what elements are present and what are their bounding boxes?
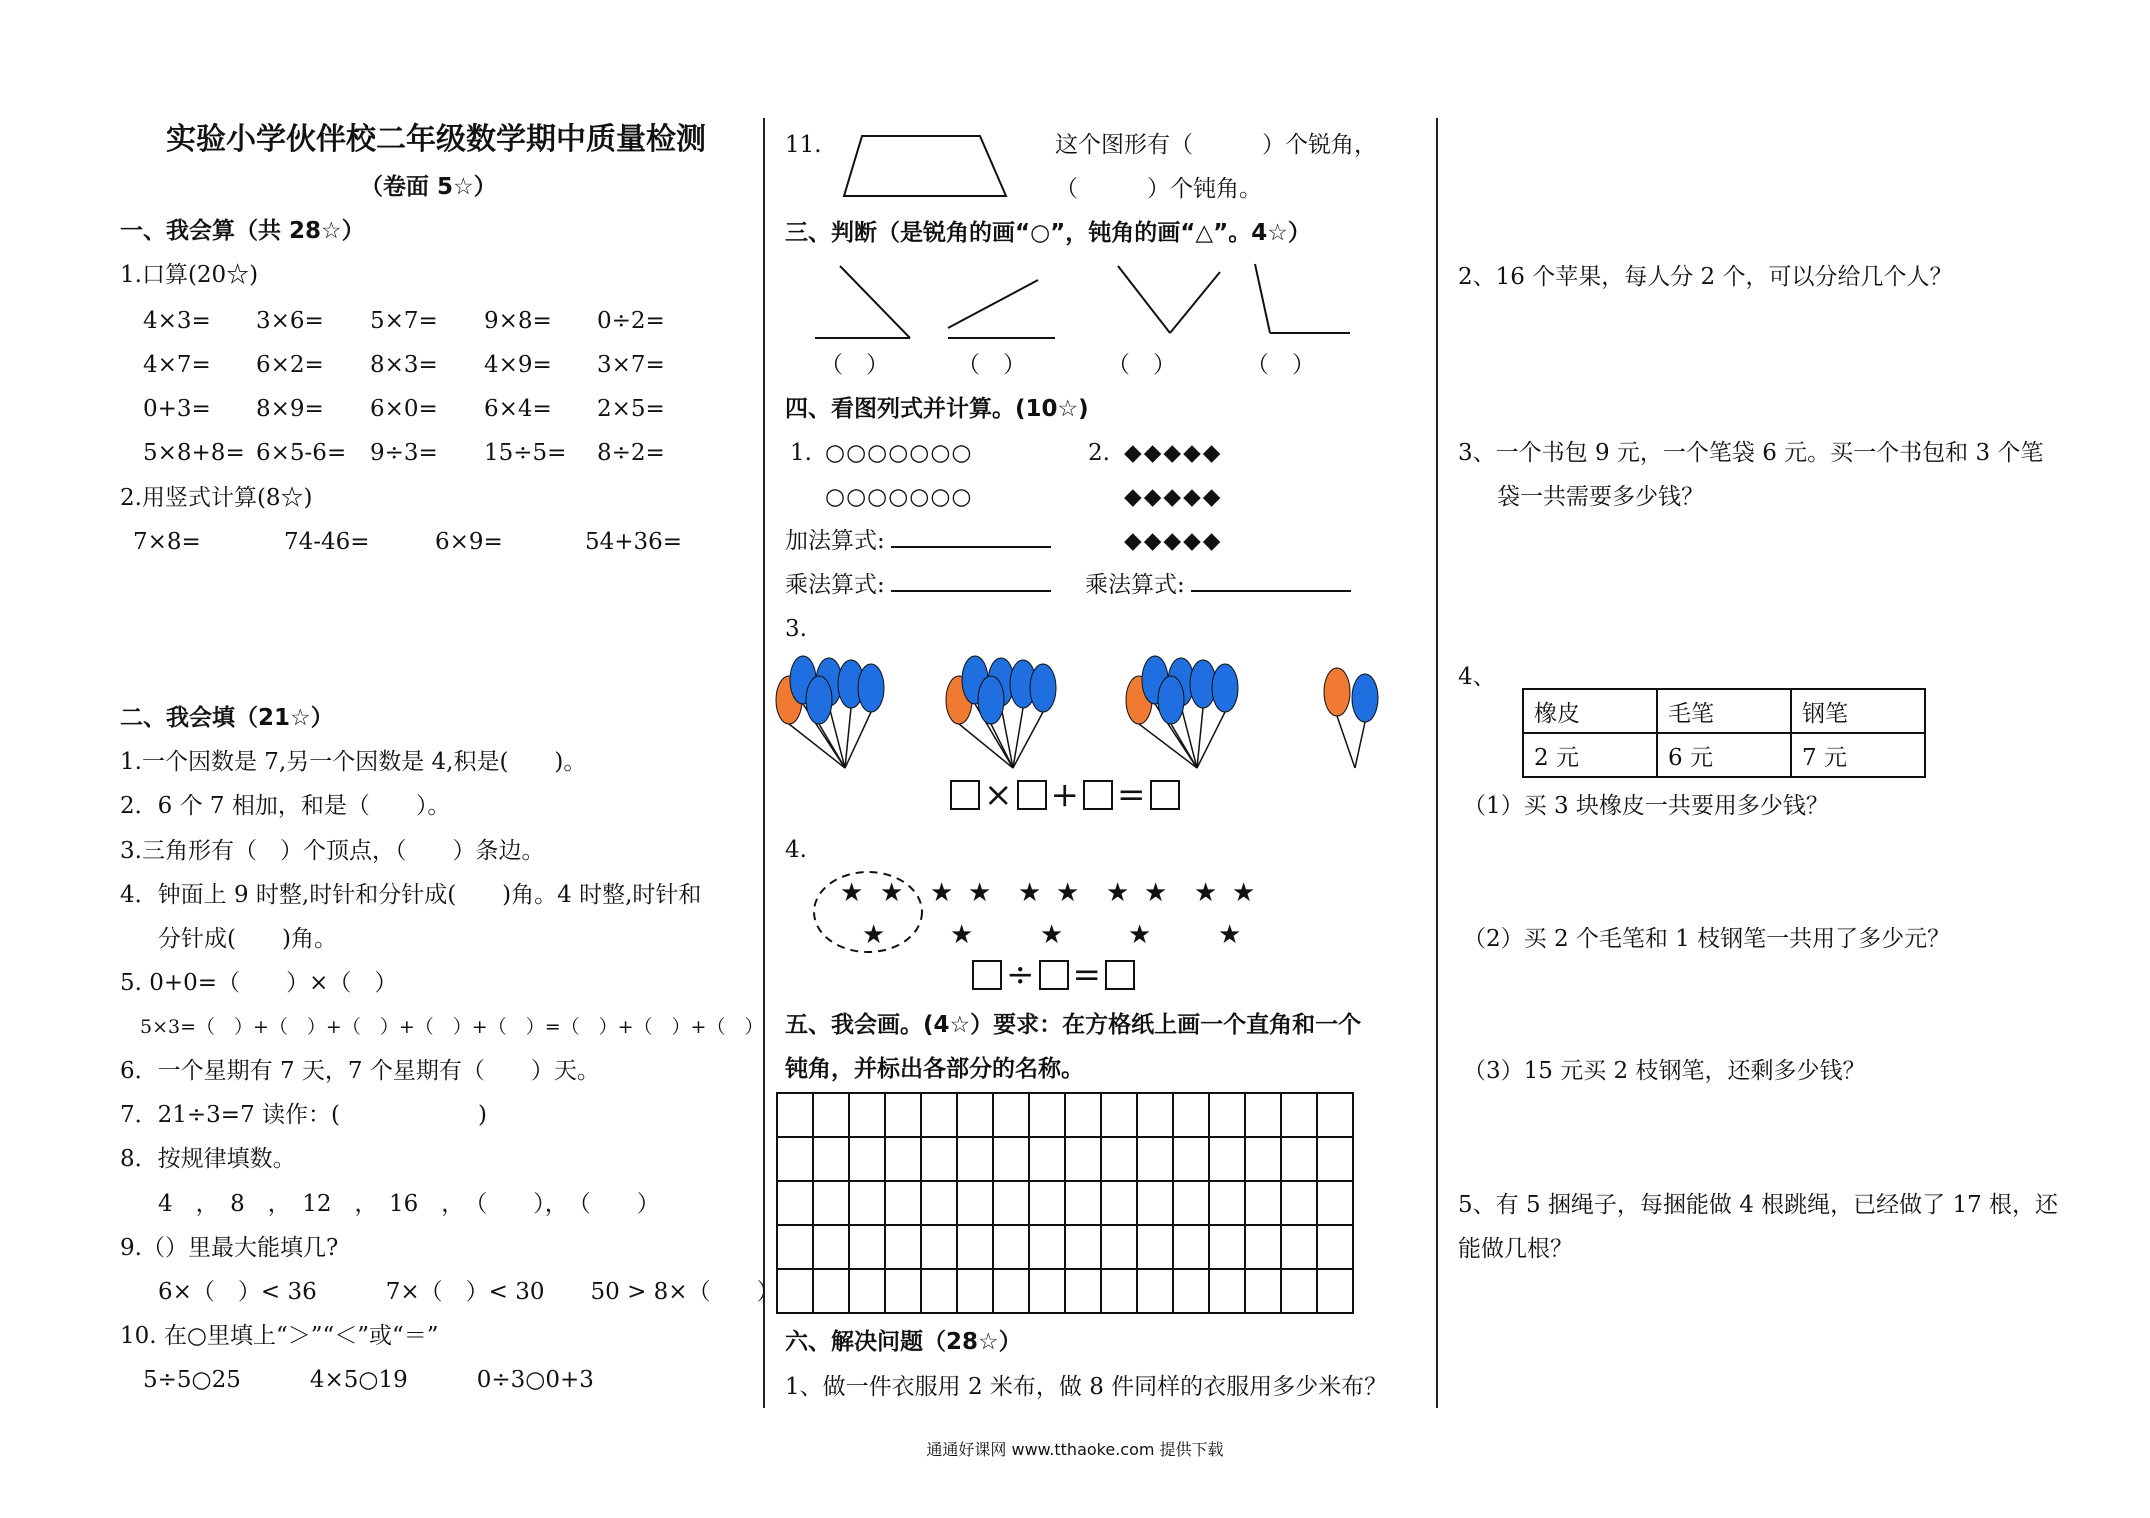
fill-item: 6×（ ）< 36 7×（ ）< 30 50 > 8×（ ）	[158, 1279, 780, 1305]
balloon	[1212, 664, 1238, 712]
answer-box[interactable]	[972, 960, 1002, 990]
grid-cell	[1174, 1226, 1210, 1270]
grid-cell	[814, 1182, 850, 1226]
vertical-item: 74-46=	[284, 529, 370, 555]
answer-line	[891, 526, 1051, 548]
grid-cell	[778, 1094, 814, 1138]
grid-cell	[922, 1094, 958, 1138]
q4-number: 4.	[785, 837, 807, 863]
oral-calc-item: 0÷2=	[597, 308, 665, 334]
equals-sign: =	[1072, 955, 1101, 995]
balloon-string	[959, 724, 1013, 768]
grid-cell	[1138, 1094, 1174, 1138]
q3-equation	[950, 775, 1180, 815]
grid-cell	[1102, 1182, 1138, 1226]
q11-number: 11.	[785, 132, 822, 158]
oral-calc-item: 5×7=	[370, 308, 438, 334]
grid-cell	[1282, 1094, 1318, 1138]
fill-item: 10. 在○里填上“＞”“＜”或“＝”	[120, 1323, 439, 1349]
grid-cell	[778, 1138, 814, 1182]
q2-number: 2.	[1088, 440, 1110, 466]
grid-cell	[814, 1226, 850, 1270]
grid-cell	[1138, 1138, 1174, 1182]
grid-cell	[1066, 1138, 1102, 1182]
q1-number: 1.	[790, 440, 812, 466]
oral-calc-item: 9÷3=	[370, 440, 438, 466]
fill-item: 分针成( )角。	[158, 926, 337, 952]
balloon-string	[1337, 716, 1355, 768]
grid-cell	[1282, 1138, 1318, 1182]
circles-row: ○○○○○○○	[825, 440, 973, 466]
star-icon: ★	[880, 878, 904, 908]
page-title: 实验小学伙伴校二年级数学期中质量检测	[166, 122, 706, 157]
judge-paren: （ ）	[957, 352, 1026, 378]
oral-calc-item: 4×9=	[484, 352, 552, 378]
balloon	[978, 676, 1004, 724]
star-icon: ★	[968, 878, 992, 908]
grid-cell	[850, 1094, 886, 1138]
grid-cell	[814, 1138, 850, 1182]
problem-4-q1: （1）买 3 块橡皮一共要用多少钱？	[1463, 793, 1829, 819]
grid-cell	[1066, 1270, 1102, 1314]
grid-cell	[1102, 1094, 1138, 1138]
grid-cell	[1318, 1138, 1354, 1182]
balloon-string	[789, 724, 845, 768]
table-cell: 6 元	[1657, 733, 1791, 777]
grid-cell	[1102, 1138, 1138, 1182]
grid-cell	[1174, 1138, 1210, 1182]
judge-paren: （ ）	[820, 352, 889, 378]
grid-cell	[778, 1270, 814, 1314]
fill-item: 9.（）里最大能填几?	[120, 1235, 339, 1261]
grid-cell	[922, 1226, 958, 1270]
grid-cell	[994, 1094, 1030, 1138]
star-icon: ★	[1218, 920, 1242, 950]
table-cell: 2 元	[1523, 733, 1657, 777]
section-6-heading: 六、解决问题（28☆）	[785, 1329, 1022, 1355]
problem-4-q3: （3）15 元买 2 枝钢笔，还剩多少钱？	[1463, 1058, 1866, 1084]
problem-1: 1、做一件衣服用 2 米布，做 8 件同样的衣服用多少米布？	[785, 1374, 1388, 1400]
footer-source: 通通好课网 www.tthaoke.com 提供下载	[926, 1440, 1224, 1459]
grid-cell	[1246, 1226, 1282, 1270]
section-5-heading: 五、我会画。(4☆）要求：在方格纸上画一个直角和一个	[785, 1012, 1362, 1038]
grid-cell	[1246, 1182, 1282, 1226]
oral-calc-item: 8×9=	[256, 396, 324, 422]
grid-cell	[1102, 1226, 1138, 1270]
grid-cell	[850, 1226, 886, 1270]
grid-cell	[1030, 1226, 1066, 1270]
oral-calc-item: 3×6=	[256, 308, 324, 334]
grid-cell	[958, 1182, 994, 1226]
grid-cell	[850, 1182, 886, 1226]
grid-cell	[1318, 1182, 1354, 1226]
fill-item: 8．按规律填数。	[120, 1146, 296, 1172]
divide-sign: ÷	[1006, 955, 1035, 995]
grid-cell	[958, 1226, 994, 1270]
balloon	[806, 676, 832, 724]
oral-calc-item: 9×8=	[484, 308, 552, 334]
balloon-string	[1181, 706, 1197, 768]
oral-calc-item: 0+3=	[143, 396, 211, 422]
balloon	[1030, 664, 1056, 712]
balloon	[1324, 668, 1350, 716]
grid-cell	[958, 1270, 994, 1314]
star-icon: ★	[1106, 878, 1130, 908]
page-subtitle: （卷面 5☆）	[360, 174, 497, 200]
mul-formula-label	[785, 570, 1051, 600]
grid-cell	[1246, 1138, 1282, 1182]
fill-item: 6．一个星期有 7 天，7 个星期有（ ）天。	[120, 1058, 600, 1084]
angle-figures	[800, 258, 1360, 348]
grid-cell	[994, 1226, 1030, 1270]
table-cell: 毛笔	[1657, 689, 1791, 733]
balloon-string	[829, 706, 845, 768]
star-icon: ★	[1018, 878, 1042, 908]
problem-4-q2: （2）买 2 个毛笔和 1 枝钢笔一共用了多少元？	[1463, 926, 1951, 952]
balloon-string	[1355, 722, 1365, 768]
grid-cell	[1210, 1094, 1246, 1138]
answer-box[interactable]	[950, 780, 980, 810]
q4-equation	[972, 955, 1135, 995]
fill-item: 5÷5○25 4×5○19 0÷3○0+3	[143, 1367, 594, 1393]
section-3-heading: 三、判断（是锐角的画“○”，钝角的画“△”。4☆）	[785, 220, 1311, 246]
grid-cell	[814, 1094, 850, 1138]
star-icon: ★	[1056, 878, 1080, 908]
table-cell: 橡皮	[1523, 689, 1657, 733]
grid-cell	[1102, 1270, 1138, 1314]
balloon-bunch	[776, 656, 884, 768]
grid-cell	[1030, 1182, 1066, 1226]
oral-calc-item: 6×4=	[484, 396, 552, 422]
problem-5: 5、有 5 捆绳子，每捆能做 4 根跳绳，已经做了 17 根，还	[1458, 1192, 2059, 1218]
answer-box[interactable]	[1105, 960, 1135, 990]
answer-box[interactable]	[1150, 780, 1180, 810]
fill-item: 4 ， 8 ， 12 ， 16 ， （ ）， （ ）	[158, 1191, 660, 1217]
problem-5-cont: 能做几根？	[1458, 1236, 1573, 1262]
grid-cell	[778, 1182, 814, 1226]
grid-cell	[886, 1094, 922, 1138]
answer-line	[1191, 570, 1351, 592]
oral-calc-item: 8×3=	[370, 352, 438, 378]
grid-cell	[778, 1226, 814, 1270]
trapezoid-figure	[840, 130, 1010, 202]
oral-calc-item: 15÷5=	[484, 440, 567, 466]
grid-cell	[1174, 1182, 1210, 1226]
grid-cell	[1030, 1138, 1066, 1182]
section-1-heading: 一、我会算（共 28☆）	[120, 218, 365, 244]
add-formula-label	[785, 526, 1051, 556]
mul-formula-label-2	[1085, 570, 1351, 600]
grid-cell	[886, 1138, 922, 1182]
table-cell: 钢笔	[1791, 689, 1925, 733]
grid-cell	[1210, 1138, 1246, 1182]
grid-cell	[1210, 1182, 1246, 1226]
grid-cell	[850, 1270, 886, 1314]
diamonds-row: ◆◆◆◆◆	[1124, 528, 1223, 554]
plus-sign: +	[1050, 775, 1079, 815]
grid-cell	[1066, 1182, 1102, 1226]
vertical-item: 54+36=	[585, 529, 683, 555]
grid-cell	[1282, 1226, 1318, 1270]
grid-cell	[1210, 1270, 1246, 1314]
fill-item: 4．钟面上 9 时整,时针和分针成( )角。4 时整,时针和	[120, 882, 702, 908]
grid-cell	[886, 1182, 922, 1226]
balloon-bunch	[1324, 668, 1378, 768]
grid-paper[interactable]	[776, 1092, 1354, 1314]
times-sign: ×	[984, 775, 1013, 815]
grid-cell	[994, 1182, 1030, 1226]
balloon-bunch	[1126, 656, 1238, 768]
grid-cell	[1318, 1094, 1354, 1138]
balloon-string	[845, 712, 871, 768]
grid-cell	[1138, 1182, 1174, 1226]
oral-calc-item: 6×0=	[370, 396, 438, 422]
table-row	[1523, 733, 1925, 777]
equals-sign: =	[1117, 775, 1146, 815]
fill-item: 3.三角形有（ ）个顶点，（ ）条边。	[120, 838, 545, 864]
section-5-heading-2: 钝角，并标出各部分的名称。	[785, 1056, 1084, 1082]
grid-cell	[814, 1270, 850, 1314]
star-icon: ★	[1040, 920, 1064, 950]
balloon-string	[819, 724, 845, 768]
q11-text-1: 这个图形有（ ）个锐角，	[1055, 132, 1377, 158]
oral-calc-item: 6×2=	[256, 352, 324, 378]
column-divider-right	[1436, 118, 1438, 1408]
balloon-groups	[775, 640, 1415, 780]
oral-calc-item: 5×8+8=	[143, 440, 245, 466]
balloon	[1158, 676, 1184, 724]
judge-paren: （ ）	[1107, 352, 1176, 378]
fill-item: 1.一个因数是 7,另一个因数是 4,积是( )。	[120, 749, 587, 775]
balloon	[858, 664, 884, 712]
section-4-heading: 四、看图列式并计算。(10☆)	[785, 396, 1089, 422]
answer-line	[891, 570, 1051, 592]
balloon-string	[845, 708, 851, 768]
oral-calc-item: 2×5=	[597, 396, 665, 422]
grid-cell	[850, 1138, 886, 1182]
section-2-heading: 二、我会填（21☆）	[120, 705, 334, 731]
grid-cell	[1174, 1094, 1210, 1138]
balloon-string	[1171, 724, 1197, 768]
star-icon: ★	[862, 920, 886, 950]
q3-number: 3.	[785, 616, 807, 642]
circles-row: ○○○○○○○	[825, 484, 973, 510]
grid-cell	[1210, 1226, 1246, 1270]
star-icon: ★	[1194, 878, 1218, 908]
balloon	[1352, 674, 1378, 722]
balloon-bunch	[946, 656, 1056, 768]
star-icon: ★	[1128, 920, 1152, 950]
fill-item: 5×3=（ ）+（ ）+（ ）+（ ）+（ ）=（ ）+（ ）+（ ）	[140, 1016, 764, 1038]
vertical-item: 6×9=	[435, 529, 503, 555]
grid-cell	[1282, 1182, 1318, 1226]
add-label: 加法算式:	[785, 528, 885, 554]
table-header-row	[1523, 689, 1925, 733]
price-table	[1522, 688, 1926, 778]
oral-calc-item: 3×7=	[597, 352, 665, 378]
oral-calc-item: 4×7=	[143, 352, 211, 378]
balloon-string	[991, 724, 1013, 768]
oral-calc-item: 6×5-6=	[256, 440, 347, 466]
star-icon: ★	[1144, 878, 1168, 908]
star-icon: ★	[1232, 878, 1256, 908]
answer-box[interactable]	[1039, 960, 1069, 990]
vertical-item: 7×8=	[133, 529, 201, 555]
balloon-string	[1139, 724, 1197, 768]
grid-cell	[994, 1138, 1030, 1182]
grid-cell	[1138, 1226, 1174, 1270]
grid-cell	[886, 1270, 922, 1314]
answer-box[interactable]	[1017, 780, 1047, 810]
fill-item: 2．6 个 7 相加，和是（ ）。	[120, 793, 451, 819]
grid-cell	[1138, 1270, 1174, 1314]
grid-cell	[1318, 1226, 1354, 1270]
problem-2: 2、16 个苹果，每人分 2 个，可以分给几个人？	[1458, 264, 1953, 290]
grid-cell	[1282, 1270, 1318, 1314]
grid-cell	[1030, 1270, 1066, 1314]
mul-label: 乘法算式:	[1085, 572, 1185, 598]
grid-cell	[958, 1094, 994, 1138]
grid-cell	[1174, 1270, 1210, 1314]
diamonds-row: ◆◆◆◆◆	[1124, 484, 1223, 510]
grid-cell	[1318, 1270, 1354, 1314]
oral-calc-item: 8÷2=	[597, 440, 665, 466]
column-divider-left	[763, 118, 765, 1408]
oral-calc-item: 4×3=	[143, 308, 211, 334]
table-cell: 7 元	[1791, 733, 1925, 777]
grid-cell	[1246, 1094, 1282, 1138]
grid-cell	[1066, 1226, 1102, 1270]
fill-item: 7．21÷3=7 读作：( )	[120, 1102, 487, 1128]
oral-calc-title: 1.口算(20☆)	[120, 262, 259, 288]
grid-cell	[922, 1182, 958, 1226]
grid-cell	[1066, 1094, 1102, 1138]
diamonds-row: ◆◆◆◆◆	[1124, 440, 1223, 466]
star-icon: ★	[930, 878, 954, 908]
mul-label: 乘法算式:	[785, 572, 885, 598]
q11-text-2: （ ）个钝角。	[1055, 176, 1262, 202]
grid-cell	[886, 1226, 922, 1270]
grid-cell	[922, 1138, 958, 1182]
grid-cell	[922, 1270, 958, 1314]
grid-cell	[1246, 1270, 1282, 1314]
fill-item: 5. 0+0=（ ）×（ ）	[120, 970, 398, 996]
grid-cell	[958, 1138, 994, 1182]
answer-box[interactable]	[1083, 780, 1113, 810]
problem-3: 3、一个书包 9 元，一个笔袋 6 元。买一个书包和 3 个笔	[1458, 440, 2044, 466]
judge-paren: （ ）	[1246, 352, 1315, 378]
star-icon: ★	[950, 920, 974, 950]
problem-3-cont: 袋一共需要多少钱？	[1497, 484, 1704, 510]
star-icon: ★	[840, 878, 864, 908]
grid-cell	[1030, 1094, 1066, 1138]
grid-cell	[994, 1270, 1030, 1314]
problem-4-number: 4、	[1458, 664, 1496, 690]
vertical-calc-title: 2.用竖式计算(8☆)	[120, 485, 313, 511]
